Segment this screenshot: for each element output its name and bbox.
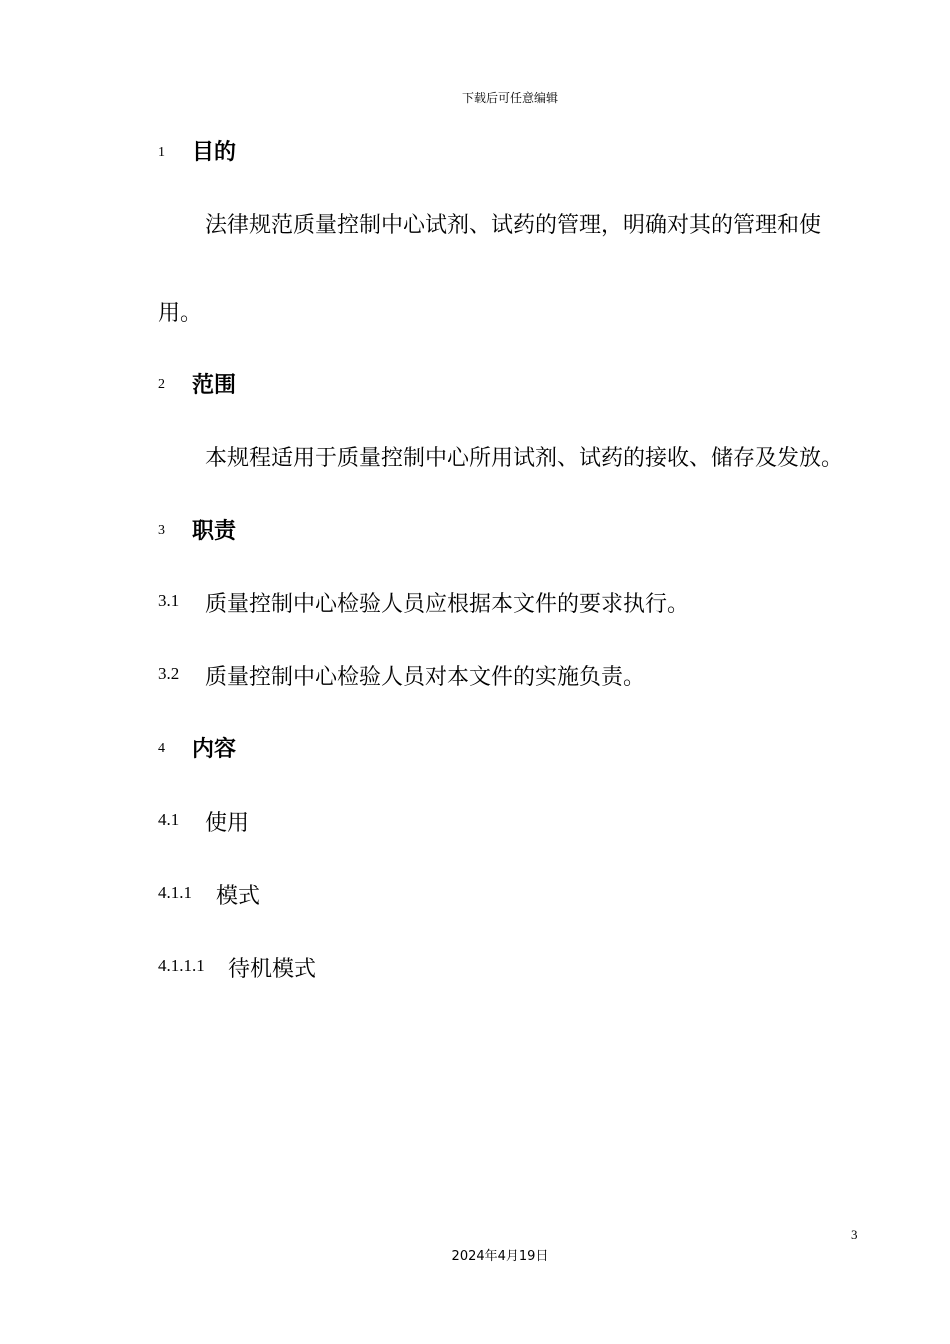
section-heading: 内容 — [192, 737, 237, 762]
subsection-text: 模式 — [216, 884, 261, 909]
page-number: 3 — [851, 1227, 858, 1242]
subsection-text: 质量控制中心检验人员应根据本文件的要求执行。 — [205, 592, 690, 617]
section-heading: 职责 — [192, 519, 237, 544]
footer-date: 2024年4月19日 — [451, 1249, 549, 1264]
subsection-number: 4.1.1 — [158, 883, 192, 902]
subsection-number: 3.1 — [158, 591, 180, 610]
paragraph-line: 法律规范质量控制中心试剂、试药的管理，明确对其的管理和使 — [205, 213, 822, 238]
section-number: 2 — [158, 377, 165, 392]
section-number: 1 — [158, 145, 165, 160]
paragraph-line: 用。 — [158, 301, 203, 326]
subsection-text: 待机模式 — [228, 957, 317, 982]
subsection-number: 3.2 — [158, 664, 180, 683]
section-heading: 目的 — [192, 140, 237, 165]
paragraph-line: 本规程适用于质量控制中心所用试剂、试药的接收、储存及发放。 — [205, 446, 844, 471]
subsection-text: 质量控制中心检验人员对本文件的实施负责。 — [205, 665, 646, 690]
subsection-text: 使用 — [205, 811, 250, 836]
page-header: 下载后可任意编辑 — [461, 91, 558, 105]
section-number: 4 — [158, 741, 165, 756]
section-number: 3 — [158, 523, 165, 538]
subsection-number: 4.1.1.1 — [158, 956, 205, 975]
subsection-number: 4.1 — [158, 810, 180, 829]
section-heading: 范围 — [192, 373, 237, 398]
